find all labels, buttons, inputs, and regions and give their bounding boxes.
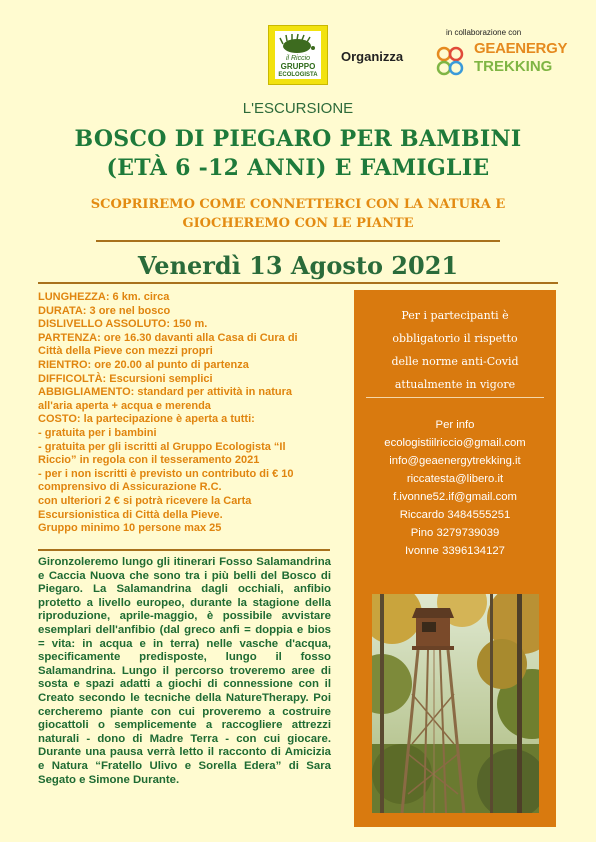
detail-line: RIENTRO: ore 20.00 al punto di partenza — [38, 358, 249, 371]
detail-line: Gruppo minimo 10 persone max 25 — [38, 522, 222, 535]
detail-line: Città della Pieve con mezzi propri — [38, 345, 213, 358]
detail-line: Escursionistica di Città della Pieve. — [38, 508, 223, 521]
detail-line: Riccio” in regola con il tesseramento 2021 — [38, 454, 260, 467]
email-link[interactable]: ecologistiilriccio@gmail.com — [384, 437, 526, 449]
collaboration-label: in collaborazione con — [446, 28, 522, 37]
title-line-2: (ETÀ 6 -12 ANNI) E FAMIGLIE — [106, 155, 490, 181]
covid-rules — [366, 304, 544, 396]
title-line-1: BOSCO DI PIEGARO PER BAMBINI — [74, 126, 522, 152]
forest-tower-photo — [372, 594, 539, 813]
kicker: L'ESCURSIONE — [242, 100, 354, 117]
detail-line: con ulteriori 2 € si potrà ricevere la Carta — [38, 494, 252, 507]
rules-line: obbligatorio il rispetto — [392, 332, 518, 345]
contact-info — [360, 416, 550, 560]
gea-logo-text-1: GEAENERGY — [474, 40, 568, 57]
logo-line-3: ECOLOGISTA — [278, 72, 318, 78]
phone-contact: Riccardo 3484555251 — [399, 509, 511, 521]
detail-line: LUNGHEZZA: 6 km. circa — [38, 291, 170, 303]
organizza-label: Organizza — [341, 49, 404, 64]
subtitle-line-2: GIOCHEREMO CON LE PIANTE — [182, 216, 414, 231]
detail-line: - gratuita per gli iscritti al Gruppo Ecologista “Il — [38, 440, 286, 453]
detail-line: - gratuita per i bambini — [38, 426, 157, 439]
gea-logo-text-2: TREKKING — [474, 58, 553, 75]
panel-divider — [366, 397, 544, 398]
rules-line: attualmente in vigore — [394, 378, 516, 391]
info-heading: Per info — [435, 419, 475, 431]
logo-line-1: il Riccio — [285, 55, 311, 62]
email-link[interactable]: info@geaenergytrekking.it — [389, 455, 521, 467]
phone-contact: Pino 3279739039 — [410, 527, 500, 539]
detail-line: DIFFICOLTÀ: Escursioni semplici — [38, 372, 213, 385]
divider-details — [38, 549, 330, 551]
logo-line-2: GRUPPO — [280, 62, 316, 71]
gea-swirl-icon — [434, 40, 474, 80]
phone-contact: Ivonne 3396134127 — [405, 545, 505, 557]
detail-line: DISLIVELLO ASSOLUTO: 150 m. — [38, 318, 208, 331]
story-paragraph: Gironzoleremo lungo gli itinerari Fosso Salamandrina e Caccia Nuova che sono tra i più belli del Bosco di Piegaro. La Salamandrina dagli occhiali, anfibio protetto a livello europeo, durante la stagione della riproduzione, aprile-maggio, è possibile avvistare esemplari dell'anfibio (dal greco anfi = doppia e bios = vita: in acqua e in terra) nelle vasche d'acqua, specificamente predisposte, lungo il fosso Salamandrina. Lungo il percorso troveremo aree di sosta e spazi adatti a giochi di connessione con il Creato secondo le tecniche della NatureTherapy. Poi cercheremo piante con cui proveremo a costruire giocattoli o semplicemente a raccogliere attrezzi naturali - dono di Madre Terra - con cui giocare. Durante una pausa verrà letto il racconto di Amicizia e Natura “Fratello Ulivo e Sorella Edera” di Sara Segato e Simone Durante. — [38, 556, 331, 786]
hedgehog-icon — [275, 33, 321, 55]
detail-line: all'aria aperta + acqua e merenda — [38, 399, 211, 412]
event-date: Venerdì 13 Agosto 2021 — [137, 251, 459, 280]
email-link[interactable]: f.ivonne52.if@gmail.com — [393, 491, 517, 503]
detail-line: ABBIGLIAMENTO: standard per attività in natura — [38, 386, 293, 399]
email-link[interactable]: riccatesta@libero.it — [406, 473, 504, 485]
rules-line: Per i partecipanti è — [401, 309, 509, 322]
divider-top — [96, 240, 500, 242]
detail-line: - per i non iscritti è previsto un contributo di € 10 — [38, 467, 294, 480]
details-block — [38, 291, 331, 536]
detail-line: comprensivo di Assicurazione R.C. — [38, 481, 222, 494]
divider-date — [38, 282, 558, 284]
subtitle-line-1: SCOPRIREMO COME CONNETTERCI CON LA NATURA E — [90, 197, 506, 212]
detail-line: PARTENZA: ore 16.30 davanti alla Casa di Cura di — [38, 331, 298, 344]
rules-line: delle norme anti-Covid — [391, 355, 519, 368]
detail-line: DURATA: 3 ore nel bosco — [38, 304, 171, 317]
detail-line: COSTO: la partecipazione è aperta a tutti: — [38, 413, 255, 426]
gruppo-ecologista-logo — [268, 25, 328, 85]
